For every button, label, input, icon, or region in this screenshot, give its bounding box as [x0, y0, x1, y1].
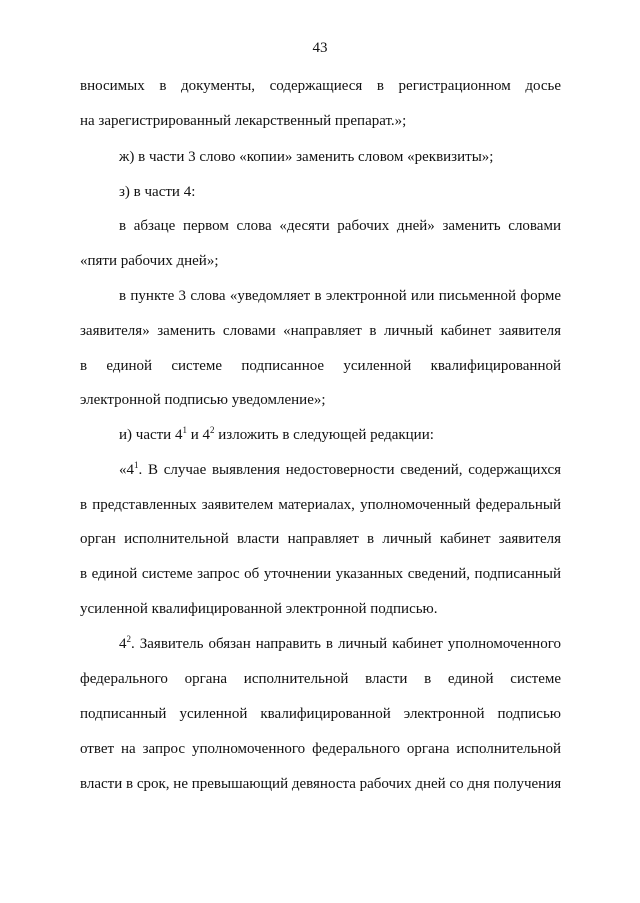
- superscript: 1: [182, 425, 187, 435]
- text-line: [119, 635, 561, 653]
- text-line: ответ на запрос уполномоченного федерального органа исполнительной: [80, 741, 561, 757]
- text-line: з) в части 4:: [119, 184, 196, 200]
- text-run: 4: [119, 636, 127, 652]
- text-line: в единой системе подписанное усиленной квалифицированной: [80, 358, 561, 374]
- text-run: . Заявитель обязан направить в личный кабинет уполномоченного: [131, 636, 561, 652]
- superscript: 2: [210, 425, 215, 435]
- text-line: в пункте 3 слова «уведомляет в электронной или письменной форме: [119, 288, 561, 304]
- text-run: и) части 4: [119, 427, 183, 443]
- text-line: в абзаце первом слова «десяти рабочих дней» заменить словами: [119, 218, 561, 234]
- text-line: подписанный усиленной квалифицированной электронной подписью: [80, 706, 561, 722]
- text-line: в представленных заявителем материалах, уполномоченный федеральный: [80, 497, 561, 513]
- text-line: ж) в части 3 слово «копии» заменить словом «реквизиты»;: [119, 149, 494, 165]
- text-run: изложить в следующей редакции:: [214, 427, 434, 443]
- text-line: «пяти рабочих дней»;: [80, 253, 219, 269]
- superscript: 2: [126, 634, 131, 644]
- text-line: федерального органа исполнительной власти в единой системе: [80, 671, 561, 687]
- text-line: [119, 461, 561, 479]
- text-line: электронной подписью уведомление»;: [80, 392, 326, 408]
- text-line: усиленной квалифицированной электронной подписью.: [80, 601, 438, 617]
- text-line: орган исполнительной власти направляет в личный кабинет заявителя: [80, 531, 561, 547]
- text-line: [119, 426, 561, 444]
- text-run: и 4: [186, 427, 210, 443]
- superscript: 1: [134, 460, 139, 470]
- text-line: в единой системе запрос об уточнении указанных сведений, подписанный: [80, 566, 561, 582]
- text-line: вносимых в документы, содержащиеся в регистрационном досье: [80, 78, 561, 94]
- page-number: 43: [312, 40, 328, 56]
- text-line: на зарегистрированный лекарственный препарат.»;: [80, 113, 407, 129]
- text-line: власти в срок, не превышающий девяноста рабочих дней со дня получения: [80, 776, 562, 792]
- text-run: . В случае выявления недостоверности сведений, содержащихся: [138, 462, 561, 478]
- text-line: заявителя» заменить словами «направляет в личный кабинет заявителя: [80, 323, 561, 339]
- text-run: «4: [119, 462, 134, 478]
